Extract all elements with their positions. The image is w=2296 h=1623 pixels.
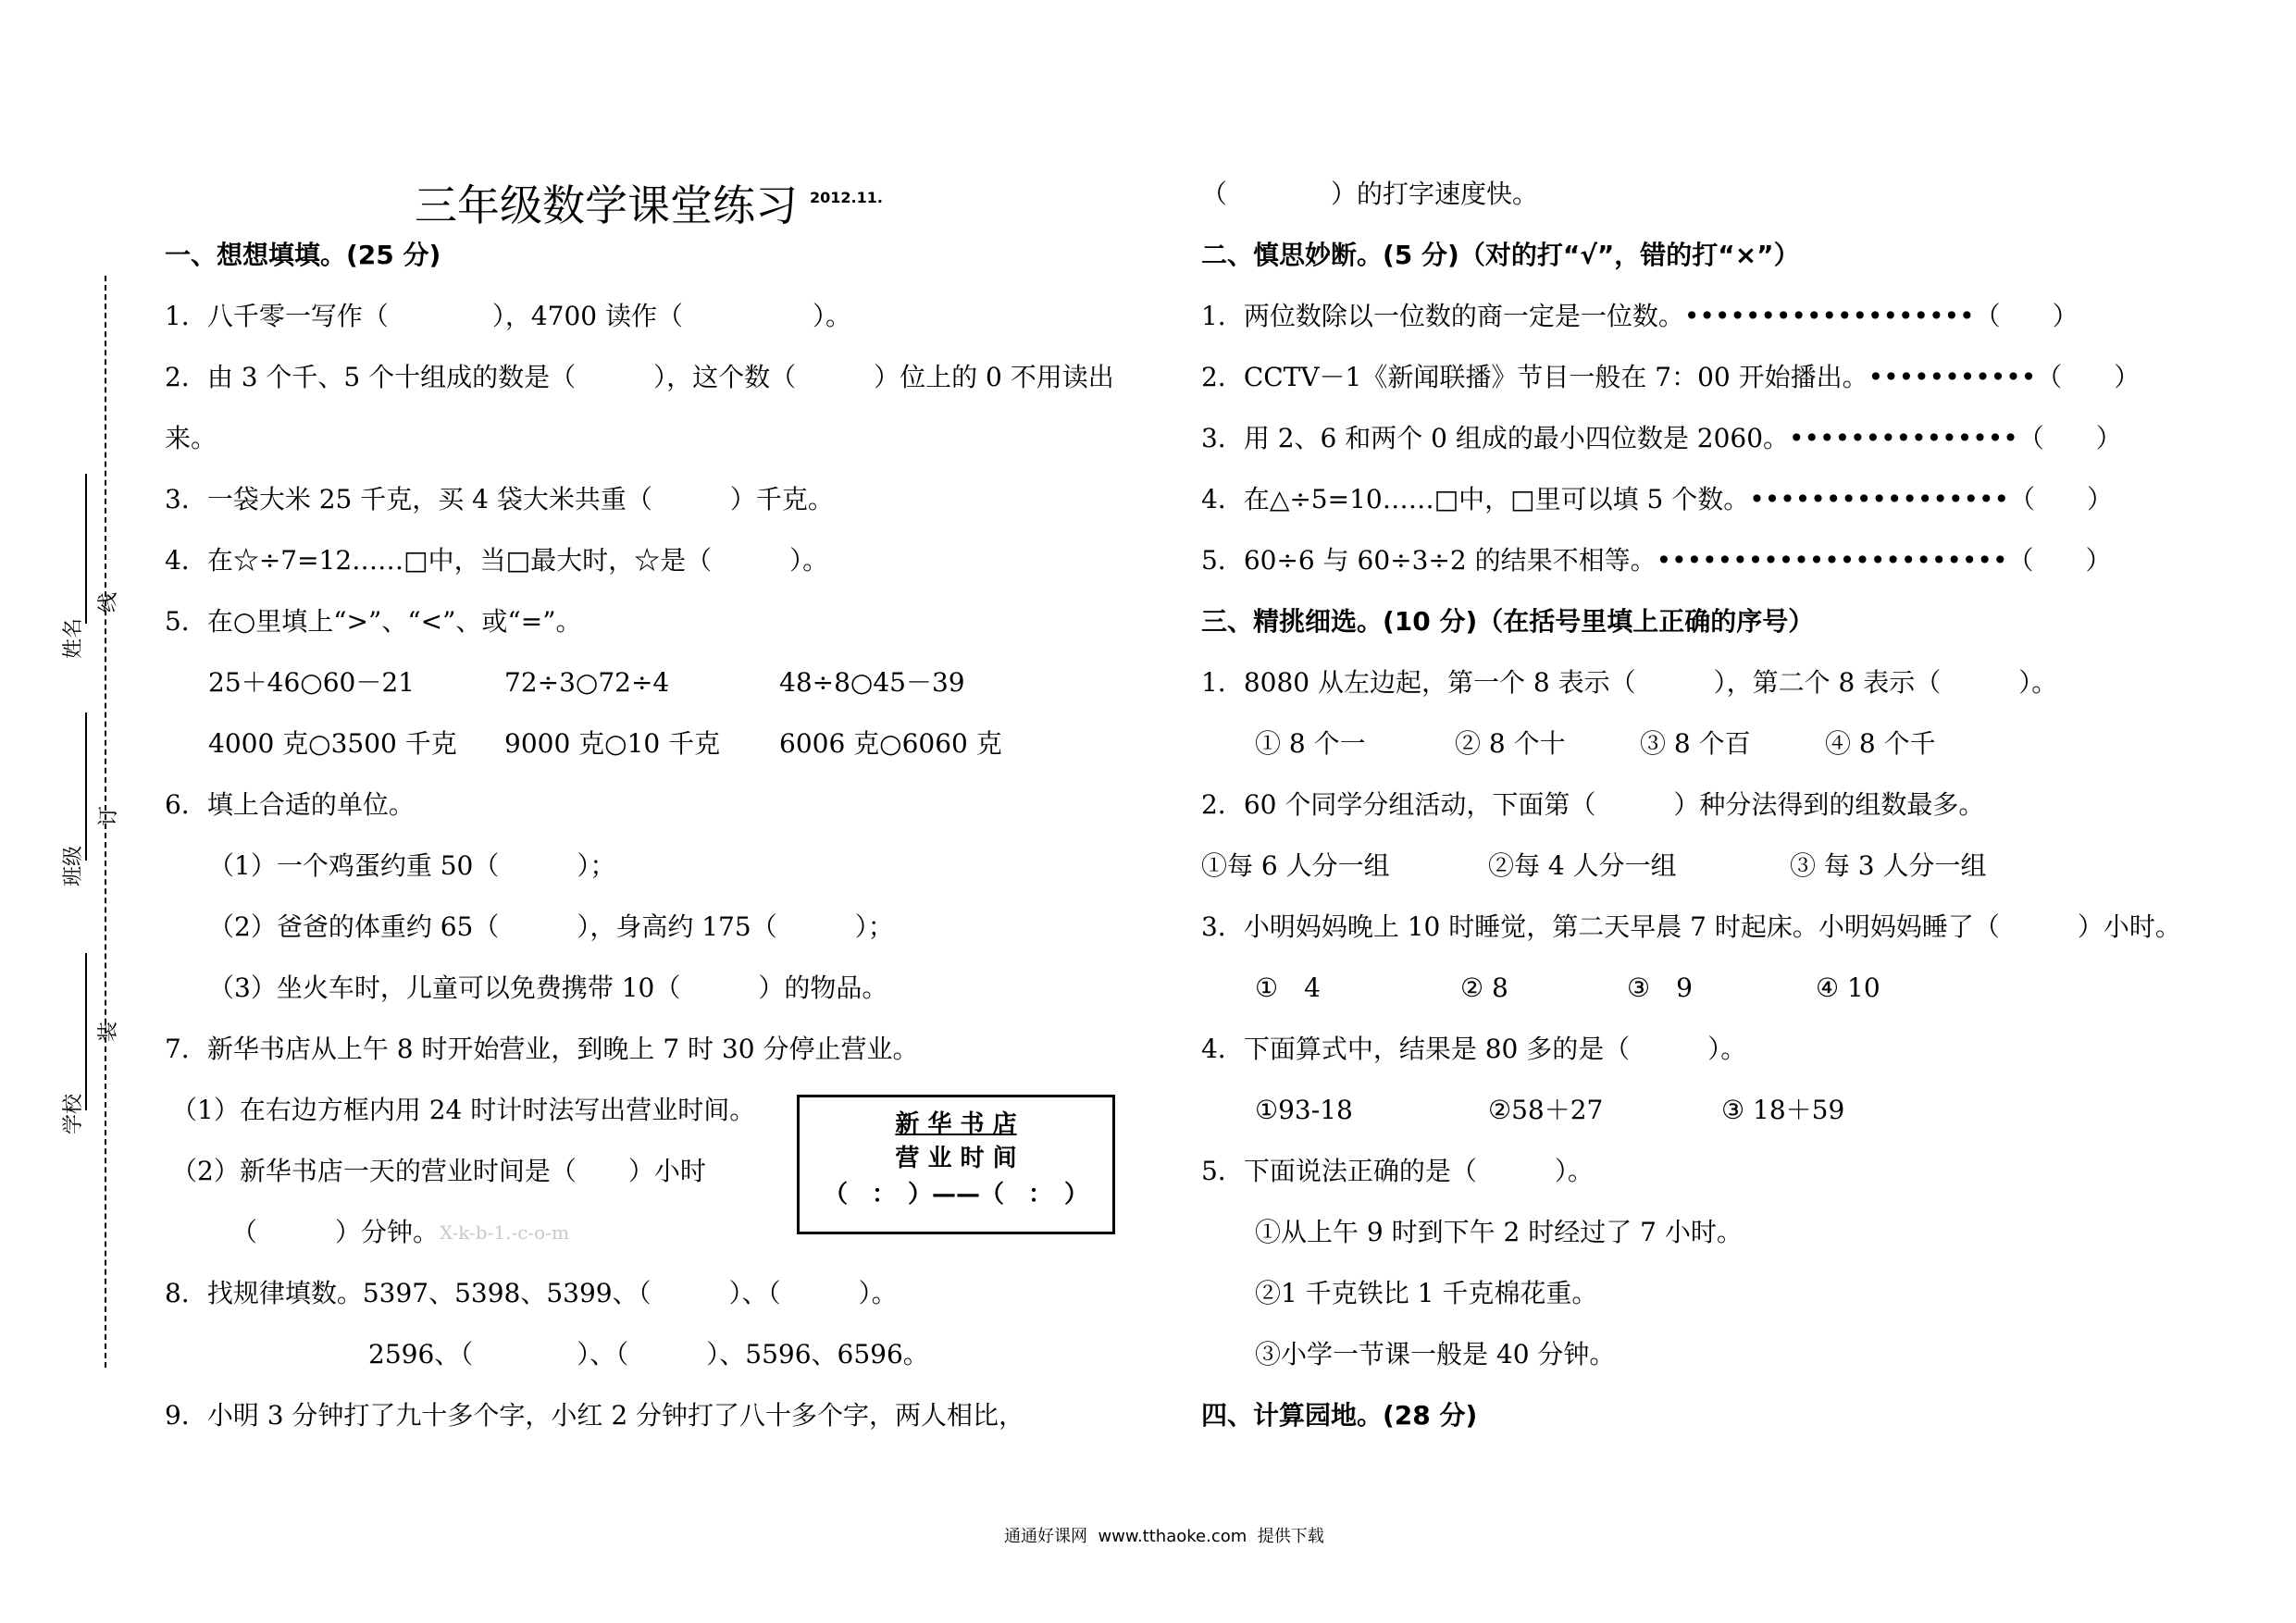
question-1-7-2: （2）新华书店一天的营业时间是（ ）小时: [171, 1156, 706, 1186]
compare-item: 9000 克○10 千克: [504, 728, 721, 759]
question-2-4: 4．在△÷5=10……□中，□里可以填 5 个数。•••••••••••••••••（ ）: [1201, 484, 2114, 514]
name-blank-line: [85, 474, 87, 624]
option-item: ③小学一节课一般是 40 分钟。: [1255, 1339, 1616, 1369]
option-item: ③ 9: [1627, 973, 1693, 1003]
footer-credit: 通通好课网 www.tthaoke.com 提供下载: [1004, 1527, 1324, 1546]
option-item: ④ 8 个千: [1825, 728, 1936, 759]
option-item: ① 4: [1255, 973, 1321, 1003]
question-1-6: 6．填上合适的单位。: [165, 789, 415, 820]
question-1-8: 8．找规律填数。5397、5398、5399、（ ）、（ ）。: [165, 1278, 898, 1308]
question-1-7-3: （ ）分钟。: [231, 1217, 440, 1247]
question-1-6-1: （1）一个鸡蛋约重 50（ ）；: [208, 850, 616, 881]
question-2-2: 2．CCTV－1《新闻联播》节目一般在 7：00 开始播出。•••••••••••（ ）: [1201, 362, 2141, 392]
page-title: 三年级数学课堂练习: [415, 180, 798, 230]
question-1-3: 3．一袋大米 25 千克，买 4 袋大米共重（ ）千克。: [165, 484, 834, 514]
option-item: ④ 10: [1816, 973, 1880, 1003]
option-item: ③ 18＋59: [1721, 1095, 1845, 1125]
compare-item: 72÷3○72÷4: [504, 667, 670, 698]
question-1-2-cont: 来。: [165, 423, 217, 453]
option-item: ② 8 个十: [1455, 728, 1566, 759]
store-name: 新 华 书 店: [895, 1110, 1017, 1138]
option-item: ①每 6 人分一组: [1201, 850, 1390, 881]
option-item: ② 8: [1460, 973, 1508, 1003]
question-1-9: 9．小明 3 分钟打了九十多个字，小红 2 分钟打了八十多个字，两人相比，: [165, 1400, 1025, 1431]
store-hours-label: 营 业 时 间: [895, 1145, 1017, 1172]
exam-date: 2012.11.: [810, 189, 883, 206]
question-1-8-cont: 2596、（ ）、（ ）、5596、6596。: [368, 1339, 929, 1369]
name-label: 姓名: [62, 617, 85, 659]
section2-heading: 二、慎思妙断。(5 分)（对的打“√”，错的打“×”）: [1201, 240, 1800, 270]
school-blank-line: [85, 953, 87, 1110]
margin-xian-char: 线: [97, 591, 120, 613]
question-1-4: 4．在☆÷7=12……□中，当□最大时，☆是（ ）。: [165, 545, 829, 576]
question-3-3: 3．小明妈妈晚上 10 时睡觉，第二天早晨 7 时起床。小明妈妈睡了（ ）小时。: [1201, 911, 2181, 942]
compare-item: 6006 克○6060 克: [779, 728, 1002, 759]
question-2-3: 3．用 2、6 和两个 0 组成的最小四位数是 2060。•••••••••••••••（ ）: [1201, 423, 2122, 453]
question-3-5: 5．下面说法正确的是（ ）。: [1201, 1156, 1594, 1186]
option-item: ①从上午 9 时到下午 2 时经过了 7 小时。: [1255, 1217, 1743, 1247]
class-blank-line: [85, 712, 87, 861]
school-label: 学校: [62, 1093, 85, 1134]
question-3-1: 1．8080 从左边起，第一个 8 表示（ ），第二个 8 表示（ ）。: [1201, 667, 2058, 698]
question-3-2: 2．60 个同学分组活动，下面第（ ）种分法得到的组数最多。: [1201, 789, 1985, 820]
question-1-6-2: （2）爸爸的体重约 65（ ），身高约 175（ ）；: [208, 911, 894, 942]
question-2-5: 5．60÷6 与 60÷3÷2 的结果不相等。•••••••••••••••••••••••（ ）: [1201, 545, 2112, 576]
question-3-4: 4．下面算式中，结果是 80 多的是（ ）。: [1201, 1034, 1747, 1064]
store-hours-box: [797, 1095, 1115, 1234]
question-1-7-1: （1）在右边方框内用 24 时计时法写出营业时间。: [171, 1095, 756, 1125]
option-item: ②58＋27: [1488, 1095, 1604, 1125]
question-1-2: 2．由 3 个千、5 个十组成的数是（ ），这个数（ ）位上的 0 不用读出: [165, 362, 1114, 392]
section3-heading: 三、精挑细选。(10 分)（在括号里填上正确的序号）: [1201, 606, 1815, 637]
compare-item: 4000 克○3500 千克: [208, 728, 457, 759]
store-hours-time: （ ： ）——（ ： ）: [823, 1181, 1088, 1208]
section1-heading: 一、想想填填。(25 分): [165, 240, 441, 270]
option-item: ②每 4 人分一组: [1488, 850, 1677, 881]
question-1-9-cont: （ ）的打字速度快。: [1201, 179, 1539, 209]
margin-zhuang-char: 装: [97, 1021, 120, 1042]
question-2-1: 1．两位数除以一位数的商一定是一位数。•••••••••••••••••••（ ）: [1201, 301, 2079, 331]
option-item: ①93-18: [1255, 1095, 1353, 1125]
compare-item: 25＋46○60－21: [208, 667, 415, 698]
question-1-1: 1．八千零一写作（ ），4700 读作（ ）。: [165, 301, 851, 331]
question-1-7: 7．新华书店从上午 8 时开始营业，到晚上 7 时 30 分停止营业。: [165, 1034, 919, 1064]
compare-item: 48÷8○45－39: [779, 667, 965, 698]
option-item: ②1 千克铁比 1 千克棉花重。: [1255, 1278, 1598, 1308]
question-1-5: 5．在○里填上“>”、“<”、或“=”。: [165, 606, 582, 637]
class-label: 班级: [62, 845, 85, 886]
option-item: ③ 每 3 人分一组: [1790, 850, 1987, 881]
question-1-6-3: （3）坐火车时，儿童可以免费携带 10（ ）的物品。: [208, 973, 888, 1003]
section4-heading: 四、计算园地。(28 分): [1201, 1400, 1478, 1431]
watermark-text: X-k-b-1.-c-o-m: [440, 1221, 569, 1244]
option-item: ① 8 个一: [1255, 728, 1366, 759]
option-item: ③ 8 个百: [1640, 728, 1751, 759]
margin-ding-char: 订: [97, 805, 120, 826]
